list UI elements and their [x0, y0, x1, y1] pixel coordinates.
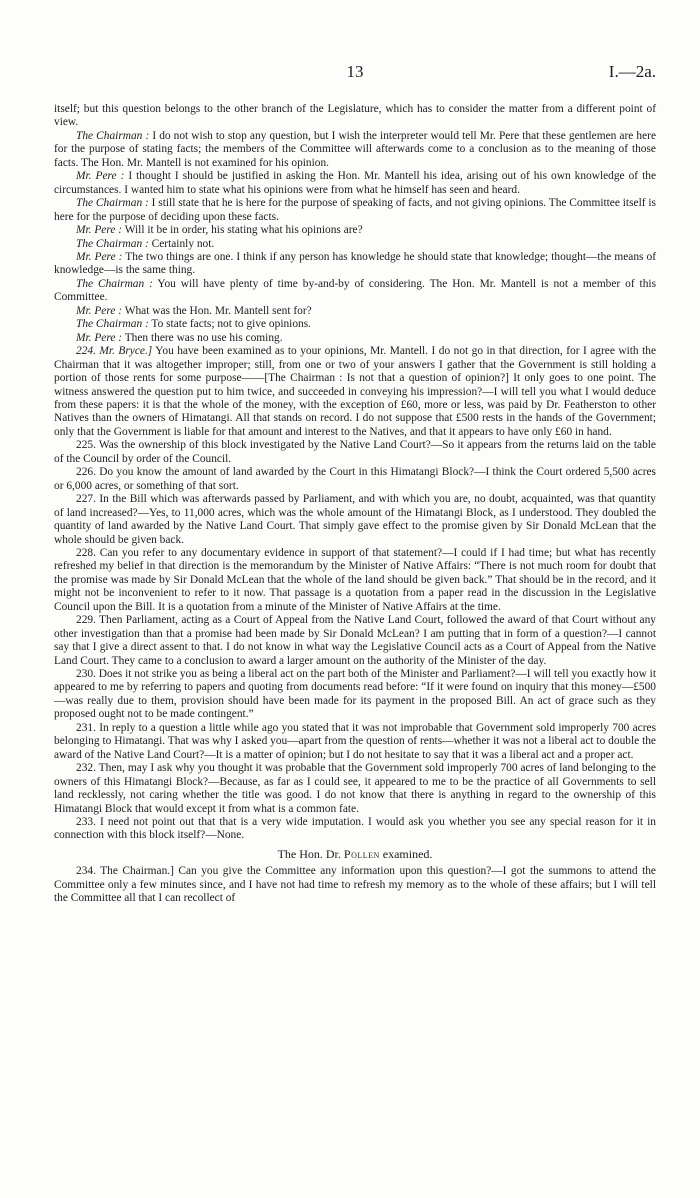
speaker: Mr. Pere :: [76, 331, 123, 344]
question-paragraph: 234. The Chairman.] Can you give the Committee any information upon this question?—I got the summons to attend the Committee only a few minutes since, and I have not had time to refresh my memory as to the whole of these affairs; but I will tell the Committee all that I can recollect of: [54, 865, 656, 905]
speaker: Mr. Pere :: [76, 224, 123, 237]
witness-name: Pollen: [343, 846, 380, 861]
paragraph: Mr. Pere : Will it be in order, his stating what his opinions are?: [76, 224, 363, 237]
speaker: The Chairman :: [76, 318, 149, 331]
paragraph: The Chairman : You will have plenty of time by-and-by of considering. The Hon. Mr. Mantell is not a member of this Committee.: [54, 277, 656, 304]
question-paragraph: 233. I need not point out that that is a very wide imputation. I would ask you whether you see any special reason for it in connection with this block itself?—None.: [54, 816, 656, 842]
question-paragraph: 227. In the Bill which was afterwards passed by Parliament, and with which you are, no doubt, acquainted, was that quantity of land increased?—Yes, to 11,000 acres, which was the whole amount of the Himatangi Block, as I understood. They doubled the quantity of land awarded by the Native Land Court. That simply gave effect to the promise given by Sir Donald McLean that the whole should be given back.: [54, 493, 656, 546]
question-number: 224. Mr. Bryce.]: [76, 345, 153, 358]
body-text: [54, 103, 656, 906]
paragraph: Mr. Pere : The two things are one. I think if any person has knowledge he should state that knowledge; thought—the means of knowledge—is the same thing.: [54, 250, 656, 277]
speaker: Mr. Pere :: [76, 250, 123, 263]
page-number: 13: [346, 62, 364, 81]
paragraph: Mr. Pere : Then there was no use his coming.: [76, 331, 283, 344]
document-id: I.—2a.: [608, 62, 656, 81]
paragraph: itself; but this question belongs to the other branch of the Legislature, which has to consider the matter from a different point of view.: [54, 103, 656, 129]
question-paragraph: 224. Mr. Bryce.] You have been examined as to your opinions, Mr. Mantell. I do not go in that direction, for I agree with the Chairman that it was altogether improper; still, from one or two of your answers I gather that the Government is still holding a portion of those rents for some purpose——[The Chairman : Is not that a question of opinion?] It only goes to one point. The witness answered the question put to him twice, and succeeded in conveying his impression?—I will tell you what I would deduce from these papers: it is that the whole of the money, with the exception of £60, more or less, was paid by Dr. Featherston to other Natives than the owners of Himatangi. All that stands on record. I do not suppose that £500 rests in the hands of the Government; only that the Government is liable for that amount and interest to the Natives, and that it appears to have only £60 in hand.: [54, 345, 656, 438]
paragraph: The Chairman : To state facts; not to give opinions.: [76, 318, 312, 331]
question-paragraph: 225. Was the ownership of this block investigated by the Native Land Court?—So it appears from the returns laid on the table of the Council by order of the Council.: [54, 439, 656, 465]
question-paragraph: 230. Does it not strike you as being a liberal act on the part both of the Minister and Parliament?—I will tell you exactly how it appeared to me by referring to papers and quoting from documents read before: “If it were found on inquiry that this money—£500—was really due to them, provision should have been made for its payment in the proposed Bill. An act of grace such as they proposed ought not to be made contingent.”: [54, 668, 656, 721]
paragraph: Mr. Pere : What was the Hon. Mr. Mantell sent for?: [76, 304, 312, 317]
question-paragraph: 228. Can you refer to any documentary evidence in support of that statement?—I could if I had time; but what has recently refreshed my belief in that direction is the memorandum by the Minister of Native Affairs: “There is not much room for doubt that the promise was made by Sir Donald McLean that the whole of the land should be given back.” That should be in the record, and it might not be inconvenient to refer to it now. That passage is a quotation from a paper read in the discussion in the Legislative Council upon the Bill. It is a quotation from a minute of the Minister of Native Affairs at the time.: [54, 546, 656, 613]
paragraph: Mr. Pere : I thought I should be justified in asking the Hon. Mr. Mantell his idea, arising out of his own knowledge of the circumstances. I wanted him to state what his opinions were from what he himself has seen and heard.: [54, 170, 656, 196]
paragraph: The Chairman : I do not wish to stop any question, but I wish the interpreter would tell Mr. Pere that these gentlemen are here for the purpose of stating facts; the members of the Committee will afterwards come to a conclusion as to the meaning of those facts. The Hon. Mr. Mantell is not examined for his opinion.: [54, 129, 657, 169]
speaker: The Chairman :: [76, 129, 150, 142]
speaker: The Chairman :: [76, 237, 149, 250]
speaker: The Chairman :: [76, 277, 153, 290]
paragraph: The Chairman : I still state that he is here for the purpose of speaking of facts, and not giving opinions. The Committee itself is here for the purpose of deciding upon these facts.: [54, 197, 656, 223]
question-paragraph: 229. Then Parliament, acting as a Court of Appeal from the Native Land Court, followed the award of that Court without any other investigation than that a promise had been made by Sir Donald McLean? I am putting that in form of a question?—I cannot say that I give a direct assent to that. I do not know in what way the Legislative Council acts as a Court of Appeal from the Native Land Court. They came to a conclusion to award a larger amount on the authority of the Minister of the day.: [54, 614, 656, 667]
speaker: Mr. Pere :: [76, 170, 125, 183]
witness-heading: The Hon. Dr. Pollen examined.: [277, 846, 433, 861]
speaker: The Chairman :: [76, 197, 149, 210]
question-paragraph: 226. Do you know the amount of land awarded by the Court in this Himatangi Block?—I think the Court ordered 5,500 acres or 6,000 acres, or something of that sort.: [54, 466, 656, 492]
paragraph: The Chairman : Certainly not.: [76, 237, 215, 250]
page-header: [54, 62, 656, 86]
question-paragraph: 231. In reply to a question a little while ago you stated that it was not improbable that Government sold improperly 700 acres belonging to Himatangi. That was why I asked you—apart from the question of rents—whether it was not a liberal act to double the award of the Native Land Court?—It is a matter of opinion; but I do not hesitate to say that it was a liberal act and a proper act.: [54, 721, 656, 761]
question-paragraph: 232. Then, may I ask why you thought it was probable that the Government sold improperly 700 acres of land belonging to the owners of this Himatangi Block?—Because, as far as I could see, it appeared to me to be the practice of all Governments to sell land recklessly, not caring whether the title was good. I do not know that there is anything in regard to the ownership of this Himatangi Block that would except it from what is a common fate.: [54, 762, 656, 815]
speaker: Mr. Pere :: [76, 304, 123, 317]
